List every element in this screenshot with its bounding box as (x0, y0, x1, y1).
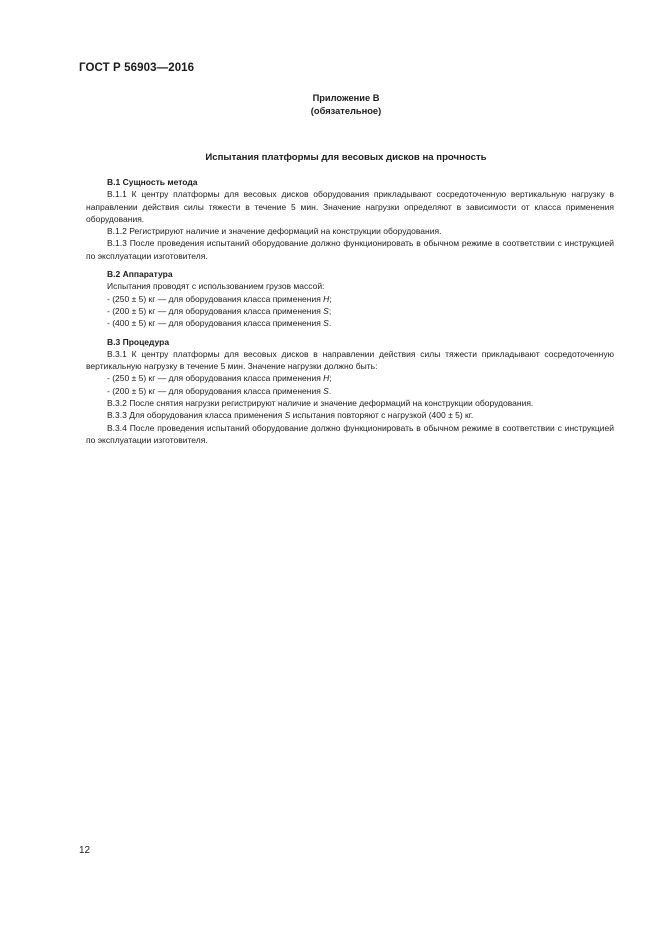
paragraph-b3-4: В.3.4 После проведения испытаний оборудование должно функционировать в обычном режиме в соответствии с инструкцией по эксплуатации изготовителя. (86, 422, 614, 445)
section-heading-b2: В.2 Аппаратура (107, 269, 173, 280)
standard-code: ГОСТ Р 56903—2016 (79, 62, 195, 74)
section-heading-b3: В.3 Процедура (107, 336, 170, 347)
section-heading-b1: В.1 Сущность метода (107, 177, 198, 187)
document-body (86, 176, 614, 446)
list-item: - (250 ± 5) кг — для оборудования класса применения H; (107, 293, 332, 304)
appendix-label: Приложение В (312, 93, 380, 103)
list-item: - (250 ± 5) кг — для оборудования класса применения H; (107, 373, 332, 384)
list-item: - (200 ± 5) кг — для оборудования класса применения S; (107, 305, 332, 316)
appendix-heading (246, 92, 446, 118)
appendix-title: Испытания платформы для весовых дисков на прочность (205, 152, 487, 163)
list-item: - (400 ± 5) кг — для оборудования класса применения S. (107, 318, 332, 329)
paragraph-b1-3: В.1.3 После проведения испытаний оборудование должно функционировать в обычном режиме в соответствии с инструкцией по эксплуатации изготовителя. (86, 238, 614, 261)
paragraph-b3-3: В.3.3 Для оборудования класса применения S испытания повторяют с нагрузкой (400 ± 5) кг. (107, 410, 474, 421)
paragraph-b1-1: В.1.1 К центру платформы для весовых дисков оборудования прикладывают сосредоточенную вертикальную нагрузку в направлении действия силы тяжести в течение 5 мин. Значение нагрузки определяют в зависимости от класса применения оборудования. (86, 189, 614, 224)
list-item: - (200 ± 5) кг — для оборудования класса применения S. (107, 385, 332, 396)
paragraph-b3-1: В.3.1 К центру платформы для весовых дисков в направлении действия силы тяжести прикладывают сосредоточенную вертикальную нагрузку в течение 5 мин. Значение нагрузки должно быть: (86, 348, 614, 372)
paragraph-b2-intro: Испытания проводят с использованием грузов массой: (107, 281, 325, 292)
paragraph-b3-2: В.3.2 После снятия нагрузки регистрируют наличие и значение деформаций на конструкции оборудования. (107, 398, 534, 409)
paragraph-b1-2: В.1.2 Регистрируют наличие и значение деформаций на конструкции оборудования. (107, 226, 442, 237)
page-number: 12 (79, 845, 91, 856)
appendix-status: (обязательное) (310, 106, 382, 116)
